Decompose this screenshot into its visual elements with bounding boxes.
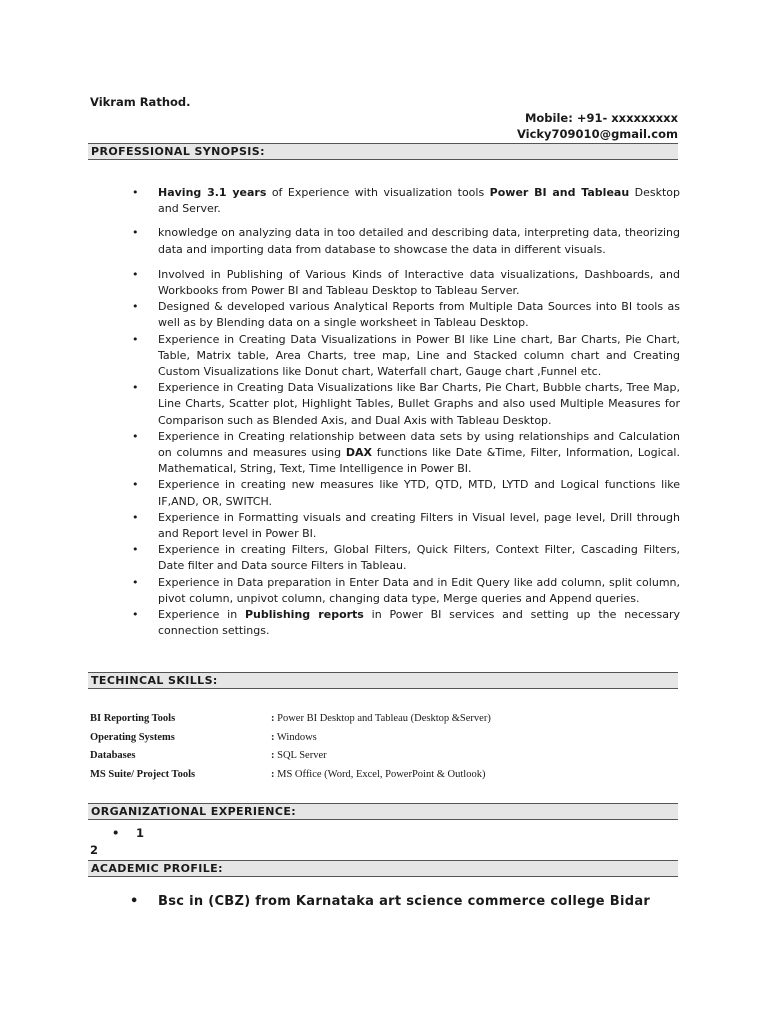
- text: Desktop and Server.: [158, 186, 680, 216]
- skill-value: [271, 765, 491, 784]
- email-address: Vicky709010@gmail.com: [516, 127, 678, 141]
- bullet-icon: •: [132, 510, 139, 524]
- experience-item: 2: [90, 843, 99, 857]
- text: Experience in: [158, 608, 245, 622]
- skills-section-header: [88, 672, 678, 689]
- bullet-icon: •: [132, 226, 139, 240]
- academic-text: Bsc in (CBZ) from Karnataka art science commerce college Bidar: [158, 894, 651, 909]
- table-row: [90, 709, 491, 728]
- experience-text: 1: [136, 826, 145, 840]
- text: Experience in Creating relationship between data sets by using relationships and Calculation on columns and measures using: [158, 429, 680, 460]
- section-title: ORGANIZATIONAL EXPERIENCE:: [91, 805, 297, 818]
- skill-value: [271, 746, 491, 765]
- colon: :: [271, 712, 275, 724]
- bold-text: Publishing reports: [245, 608, 364, 622]
- synopsis-list: [130, 185, 680, 639]
- list-item: [130, 267, 680, 299]
- text: Involved in Publishing of Various Kinds of Interactive data visualizations, Dashboards, and Workbooks from Power BI and Tableau Desktop to Tableau Server.: [158, 267, 680, 298]
- academic-section-header: [88, 860, 678, 877]
- table-row: [90, 765, 491, 784]
- bullet-icon: •: [132, 608, 139, 622]
- list-item: [130, 380, 680, 429]
- bullet-icon: •: [132, 381, 139, 395]
- text: Experience in Creating Data Visualizations like Bar Charts, Pie Chart, Bubble charts, Tree Map, Line Charts, Scatter plot, Highlight Tables, Bullet Graphs and also used Multiple Measures for Comparison such as Blended Axis, and Dual Axis with Tableau Desktop.: [158, 381, 680, 427]
- bold-text: Power BI and Tableau: [489, 186, 630, 199]
- list-item: [130, 510, 680, 542]
- section-title: TECHINCAL SKILLS:: [91, 674, 218, 687]
- text: of Experience with visualization tools: [266, 186, 490, 199]
- list-item: [130, 607, 680, 639]
- skills-table: [90, 709, 491, 784]
- bullet-icon: •: [132, 300, 139, 314]
- text: in Power BI services and setting up the necessary connection settings.: [158, 608, 680, 638]
- section-title: PROFESSIONAL SYNOPSIS:: [91, 145, 265, 158]
- skill-category: Operating Systems: [90, 731, 175, 743]
- list-item: [130, 332, 680, 381]
- text: knowledge on analyzing data in too detailed and describing data, interpreting data, theorizing data and importing data from database to showcase the data in different visuals.: [158, 226, 680, 256]
- text: Experience in Data preparation in Enter Data and in Edit Query like add column, split column, pivot column, unpivot column, changing data type, Merge queries and Append queries.: [158, 575, 680, 605]
- list-item: [130, 185, 680, 217]
- skill-text: SQL Server: [274, 750, 327, 762]
- text: Experience in Creating Data Visualizations in Power BI like Line chart, Bar Charts, Pie Chart, Table, Matrix table, Area Charts, tree map, Line and Stacked column chart and Creating Custom Visualizations like Donut chart, Waterfall chart, Gauge chart ,Funnel etc.: [158, 332, 680, 379]
- colon: :: [271, 750, 275, 762]
- bold-text: Having 3.1 years: [158, 186, 267, 199]
- list-item: [130, 575, 680, 607]
- bullet-icon: •: [132, 267, 139, 281]
- list-item: [130, 477, 680, 509]
- list-item: [130, 225, 680, 257]
- experience-section-header: [88, 803, 678, 820]
- table-row: [90, 728, 491, 747]
- academic-item: [130, 894, 650, 909]
- text: Designed & developed various Analytical Reports from Multiple Data Sources into BI tools as well as by Blending data on a single worksheet in Tableau Desktop.: [158, 300, 680, 330]
- bullet-icon: •: [132, 543, 139, 557]
- text: Experience in creating Filters, Global Filters, Quick Filters, Context Filter, Cascading Filters, Date filter and Data source Filters in Tableau.: [158, 543, 680, 573]
- text: Experience in creating new measures like YTD, QTD, MTD, LYTD and Logical functions like IF,AND, OR, SWITCH.: [158, 478, 680, 508]
- bullet-icon: •: [130, 894, 139, 909]
- skill-category: BI Reporting Tools: [90, 712, 176, 724]
- bullet-icon: •: [132, 575, 139, 589]
- skill-value: [271, 728, 491, 747]
- list-item: [130, 542, 680, 574]
- bullet-icon: •: [132, 186, 139, 199]
- skill-category: MS Suite/ Project Tools: [90, 768, 196, 780]
- section-title: ACADEMIC PROFILE:: [91, 862, 223, 875]
- synopsis-section-header: [88, 143, 678, 160]
- bullet-icon: •: [132, 332, 139, 346]
- candidate-name: Vikram Rathod.: [90, 95, 191, 109]
- table-row: [90, 746, 491, 765]
- text: functions like Date &Time, Filter, Information, Logical. Mathematical, String, Text, Time Intelligence in Power BI.: [158, 446, 680, 476]
- colon: :: [271, 768, 275, 780]
- skill-value: [271, 709, 491, 728]
- bullet-icon: •: [132, 429, 139, 443]
- experience-item: [112, 826, 144, 840]
- skill-text: Windows: [274, 731, 317, 743]
- colon: :: [271, 731, 275, 743]
- text: Experience in Formatting visuals and creating Filters in Visual level, page level, Drill through and Report level in Power BI.: [158, 510, 680, 541]
- list-item: [130, 429, 680, 478]
- bold-text: DAX: [345, 446, 372, 460]
- list-item: [130, 299, 680, 331]
- skill-text: Power BI Desktop and Tableau (Desktop &Server): [274, 712, 491, 724]
- bullet-icon: •: [112, 826, 120, 840]
- mobile-number: Mobile: +91- xxxxxxxxx: [524, 111, 678, 125]
- skill-text: MS Office (Word, Excel, PowerPoint & Outlook): [274, 768, 486, 780]
- bullet-icon: •: [132, 478, 139, 492]
- skill-category: Databases: [90, 750, 136, 762]
